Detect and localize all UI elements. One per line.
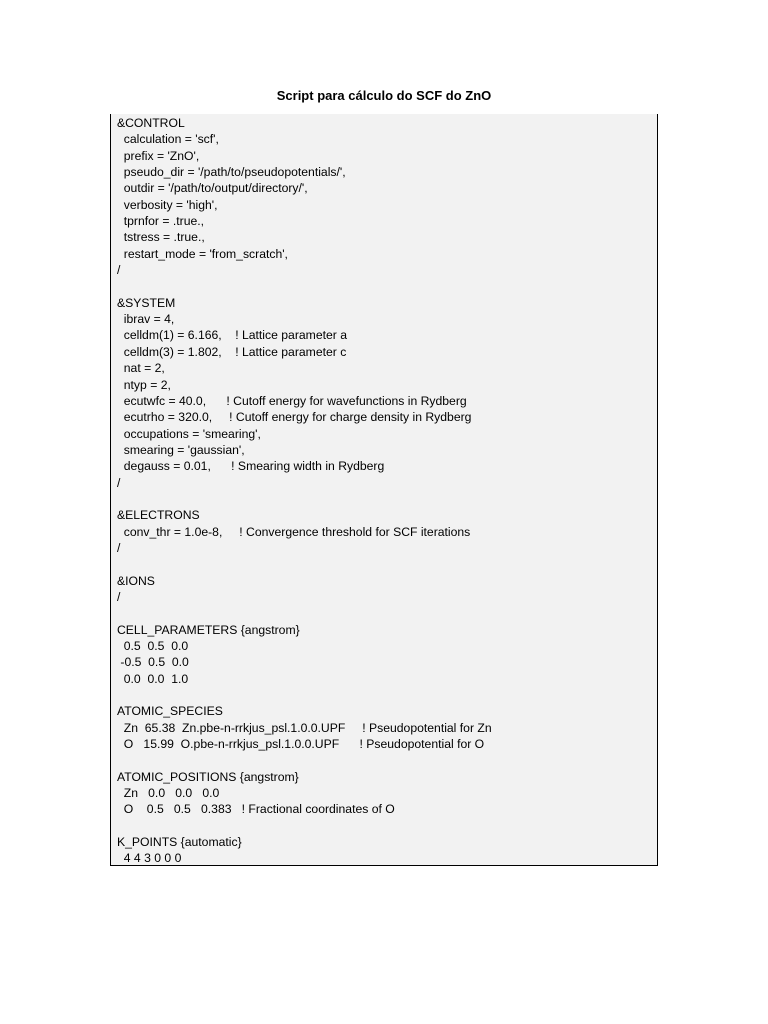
code-line: tstress = .true., [117,230,205,245]
code-line: / [117,263,121,278]
code-line: 0.0 0.0 1.0 [117,671,189,686]
code-line: calculation = 'scf', [117,132,219,147]
code-line: / [117,540,121,555]
code-line: celldm(1) = 6.166, ! Lattice parameter a [117,328,347,343]
code-line [117,752,657,768]
code-line: prefix = 'ZnO', [117,148,200,163]
code-line [117,818,657,834]
code-line: ntyp = 2, [117,377,171,392]
code-line: ATOMIC_SPECIES [117,704,223,719]
code-line [117,687,657,703]
code-line: / [117,589,121,604]
script-code-box [110,114,658,866]
code-line: ATOMIC_POSITIONS {angstrom} [117,769,299,784]
code-line: smearing = 'gaussian', [117,442,245,457]
code-line: O 15.99 O.pbe-n-rrkjus_psl.1.0.0.UPF ! Pseudopotential for O [117,737,485,752]
code-line [117,605,657,621]
code-line [117,556,657,572]
code-line: degauss = 0.01, ! Smearing width in Rydberg [117,459,385,474]
code-line: celldm(3) = 1.802, ! Lattice parameter c [117,344,347,359]
code-line: CELL_PARAMETERS {angstrom} [117,622,300,637]
code-line: conv_thr = 1.0e-8, ! Convergence threshold for SCF iterations [117,524,471,539]
code-line: pseudo_dir = '/path/to/pseudopotentials/', [117,165,346,180]
code-line: &ELECTRONS [117,508,200,523]
code-line: / [117,475,121,490]
code-line: K_POINTS {automatic} [117,835,242,850]
code-line: ibrav = 4, [117,312,175,327]
code-line: Zn 65.38 Zn.pbe-n-rrkjus_psl.1.0.0.UPF ! Pseudopotential for Zn [117,720,492,735]
code-line: 4 4 3 0 0 0 [117,851,182,866]
code-line: ecutrho = 320.0, ! Cutoff energy for charge density in Rydberg [117,410,472,425]
code-line: 0.5 0.5 0.0 [117,639,189,653]
code-line: tprnfor = .true., [117,214,205,229]
code-line [117,278,657,294]
code-line: verbosity = 'high', [117,197,218,212]
code-line: ecutwfc = 40.0, ! Cutoff energy for wavefunctions in Rydberg [117,393,467,408]
code-line: nat = 2, [117,361,165,376]
code-line: &IONS [117,573,155,588]
code-line: occupations = 'smearing', [117,426,261,441]
document-title: Script para cálculo do SCF do ZnO [276,88,492,103]
code-line: &CONTROL [117,116,185,130]
code-line: restart_mode = 'from_scratch', [117,246,288,261]
code-line: outdir = '/path/to/output/directory/', [117,181,308,196]
code-line [117,491,657,507]
code-line: Zn 0.0 0.0 0.0 [117,786,220,801]
code-line: O 0.5 0.5 0.383 ! Fractional coordinates of O [117,802,395,817]
code-line: -0.5 0.5 0.0 [117,655,189,670]
code-line: &SYSTEM [117,295,176,310]
